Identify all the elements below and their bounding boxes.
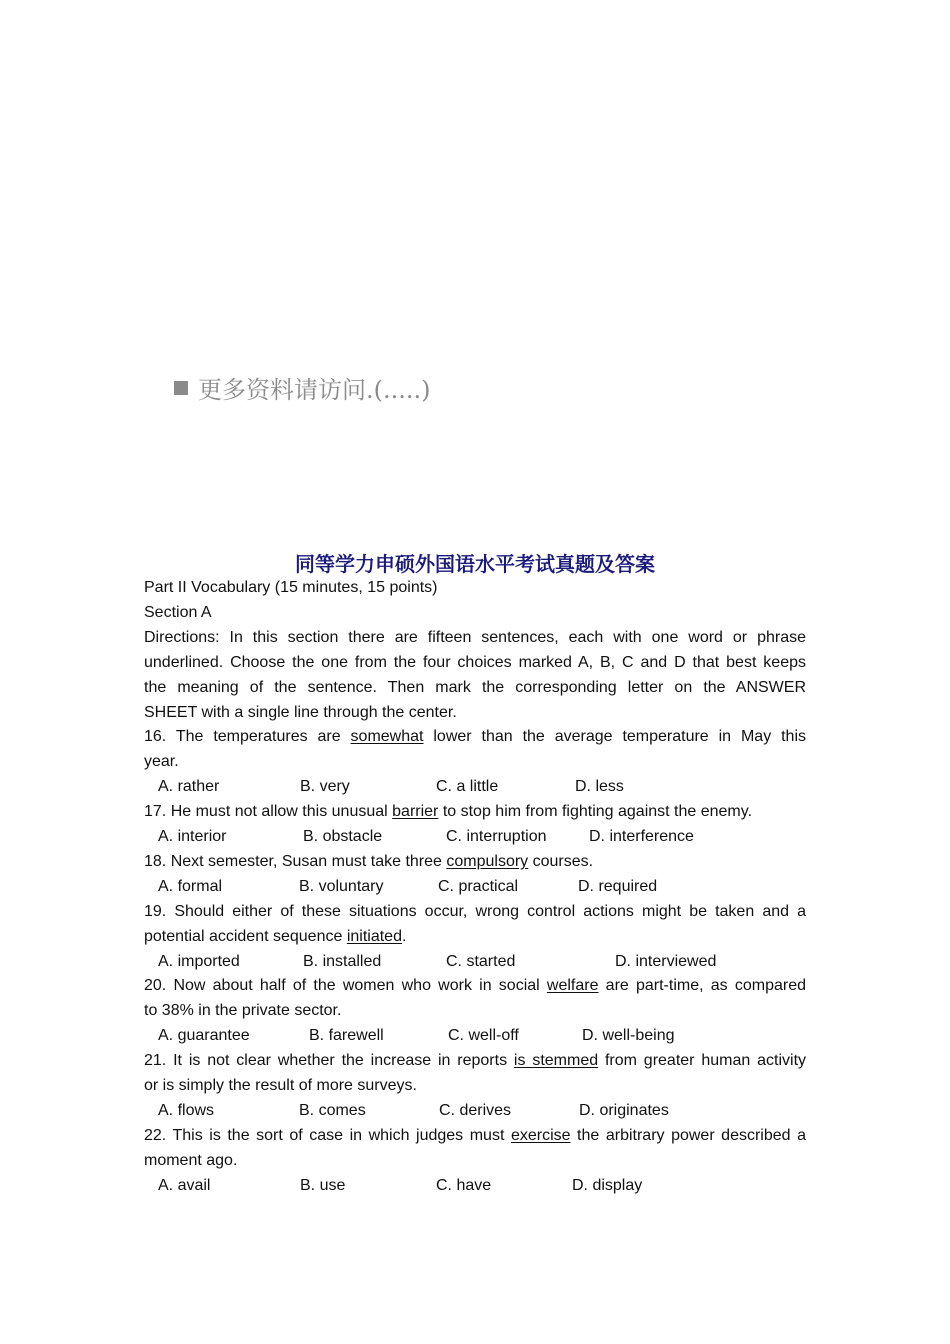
- question-18: [144, 850, 806, 900]
- option-b: B. obstacle: [303, 828, 383, 846]
- option-a: A. imported: [158, 952, 240, 970]
- underlined-word: initiated: [346, 927, 402, 945]
- question-16: [144, 725, 806, 800]
- underlined-word: welfare: [546, 977, 599, 995]
- answer-options: [144, 1099, 806, 1124]
- option-b: B. use: [300, 1176, 346, 1194]
- answer-options: [144, 875, 806, 900]
- question-stem-continued: or is simply the result of more surveys.: [144, 1077, 417, 1095]
- question-stem: 21. It is not clear whether the increase in reports is stemmed from greater human activity: [144, 1052, 807, 1070]
- promo-banner-text: 更多资料请访问.(.....): [198, 376, 431, 404]
- question-stem-continued: to 38% in the private sector.: [144, 1002, 342, 1020]
- option-d: D. interviewed: [615, 952, 717, 970]
- part-heading: Part II Vocabulary (15 minutes, 15 points): [144, 579, 438, 596]
- question-stem: 16. The temperatures are somewhat lower than the average temperature in May this: [144, 728, 806, 746]
- option-a: A. interior: [158, 828, 227, 846]
- option-c: C. well-off: [448, 1027, 519, 1045]
- option-d: D. display: [572, 1176, 643, 1194]
- directions-line: SHEET with a single line through the center.: [144, 703, 457, 721]
- underlined-word: is stemmed: [513, 1052, 599, 1070]
- question-stem: 18. Next semester, Susan must take three compulsory courses.: [144, 852, 594, 870]
- directions-line: Directions: In this section there are fifteen sentences, each with one word or phrase: [144, 628, 806, 646]
- option-c: C. interruption: [446, 828, 547, 846]
- option-d: D. required: [578, 877, 658, 895]
- answer-options: [144, 1174, 806, 1199]
- option-a: A. avail: [158, 1176, 211, 1194]
- question-22: [144, 1124, 806, 1199]
- answer-options: [144, 775, 806, 800]
- question-stem: 22. This is the sort of case in which judges must exercise the arbitrary power described a: [144, 1126, 806, 1144]
- option-c: C. derives: [439, 1101, 512, 1119]
- option-a: A. rather: [158, 778, 220, 796]
- option-b: B. voluntary: [299, 877, 384, 895]
- square-bullet-icon: [174, 381, 188, 395]
- underlined-word: compulsory: [446, 852, 529, 870]
- answer-options: [144, 1024, 806, 1049]
- answer-options: [144, 950, 806, 975]
- document-title: 同等学力申硕外国语水平考试真题及答案: [295, 552, 655, 576]
- question-stem: 17. He must not allow this unusual barrier to stop him from fighting against the enemy.: [144, 803, 753, 821]
- question-20: [144, 974, 806, 1049]
- question-stem: 20. Now about half of the women who work in social welfare are part-time, as compared: [144, 977, 806, 995]
- underlined-word: exercise: [510, 1126, 571, 1144]
- question-stem: 19. Should either of these situations occur, wrong control actions might be taken and a: [144, 902, 806, 920]
- option-c: C. practical: [438, 877, 519, 895]
- underlined-word: barrier: [392, 803, 439, 821]
- option-b: B. very: [300, 778, 350, 796]
- option-d: D. well-being: [582, 1027, 675, 1045]
- document-body: [144, 576, 806, 1199]
- option-a: A. formal: [158, 877, 223, 895]
- answer-options: [144, 825, 806, 850]
- option-b: B. comes: [299, 1101, 366, 1119]
- question-19: [144, 900, 806, 975]
- option-d: D. interference: [589, 828, 694, 846]
- promo-banner: [174, 370, 431, 405]
- question-17: [144, 800, 806, 850]
- option-c: C. have: [436, 1176, 492, 1194]
- question-stem-continued: year.: [144, 753, 179, 771]
- question-21: [144, 1049, 806, 1124]
- option-c: C. a little: [436, 778, 499, 796]
- option-a: A. flows: [158, 1101, 215, 1119]
- question-stem-continued: potential accident sequence initiated.: [144, 927, 407, 945]
- option-d: D. less: [575, 778, 624, 796]
- option-b: B. farewell: [309, 1027, 384, 1045]
- section-heading: Section A: [144, 603, 212, 621]
- option-b: B. installed: [303, 952, 382, 970]
- directions: [144, 626, 806, 726]
- underlined-word: somewhat: [350, 728, 424, 746]
- directions-line: underlined. Choose the one from the four choices marked A, B, C and D that best keeps: [144, 653, 806, 671]
- option-d: D. originates: [579, 1101, 669, 1119]
- option-c: C. started: [446, 952, 516, 970]
- option-a: A. guarantee: [158, 1027, 250, 1045]
- directions-line: the meaning of the sentence. Then mark the corresponding letter on the ANSWER: [144, 678, 806, 696]
- question-stem-continued: moment ago.: [144, 1151, 238, 1169]
